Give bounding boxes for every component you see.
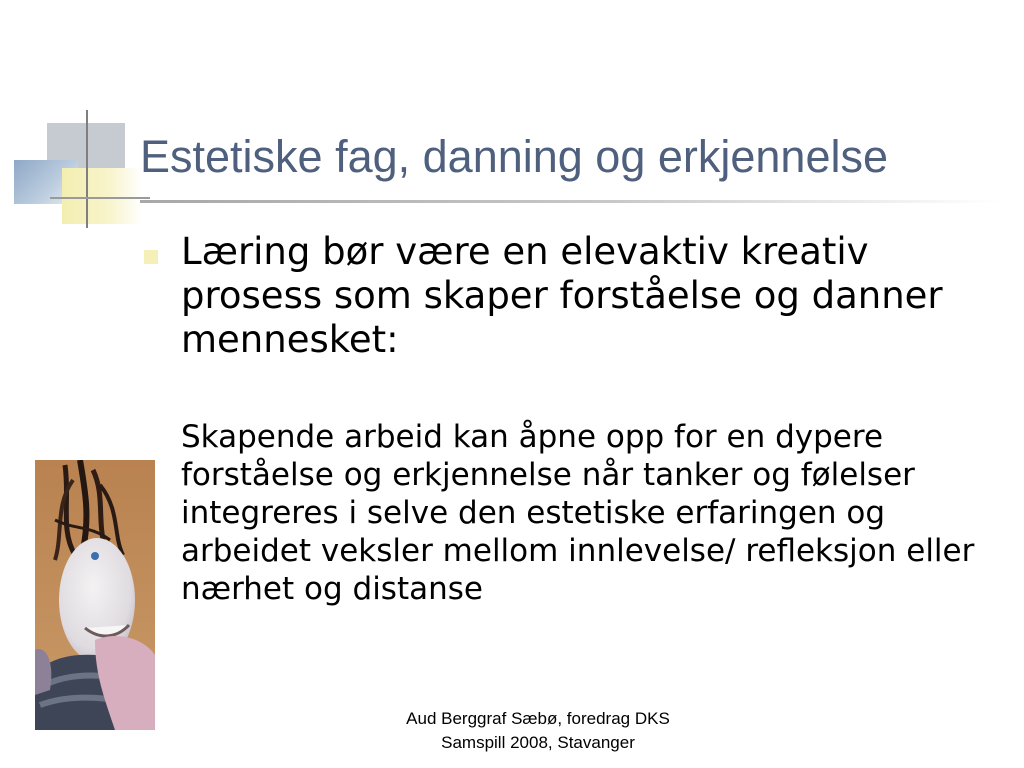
square-bullet-icon xyxy=(144,250,158,264)
bullet-text: Læring bør være en elevaktiv kreativ prosess som skaper forståelse og danner mennesket: xyxy=(181,230,943,361)
puppet-photo-graphic xyxy=(35,460,155,730)
decorative-yellow-square xyxy=(62,168,142,224)
decorative-horizontal-line xyxy=(50,197,150,199)
decorative-vertical-line xyxy=(86,110,88,228)
puppet-photo xyxy=(35,460,155,730)
footer xyxy=(360,707,716,755)
slide-title: Estetiske fag, danning og erkjennelse xyxy=(140,131,888,182)
body-paragraph: Skapende arbeid kan åpne opp for en dypere forståelse og erkjennelse når tanker og følelser integreres i selve den estetiske erfaringen og arbeidet veksler mellom innlevelse/ refleksjon eller nærhet og distanse xyxy=(181,419,975,607)
footer-line-2: Samspill 2008, Stavanger xyxy=(441,733,635,752)
footer-line-1: Aud Berggraf Sæbø, foredrag DKS xyxy=(406,709,670,728)
title-underline xyxy=(140,200,1000,203)
